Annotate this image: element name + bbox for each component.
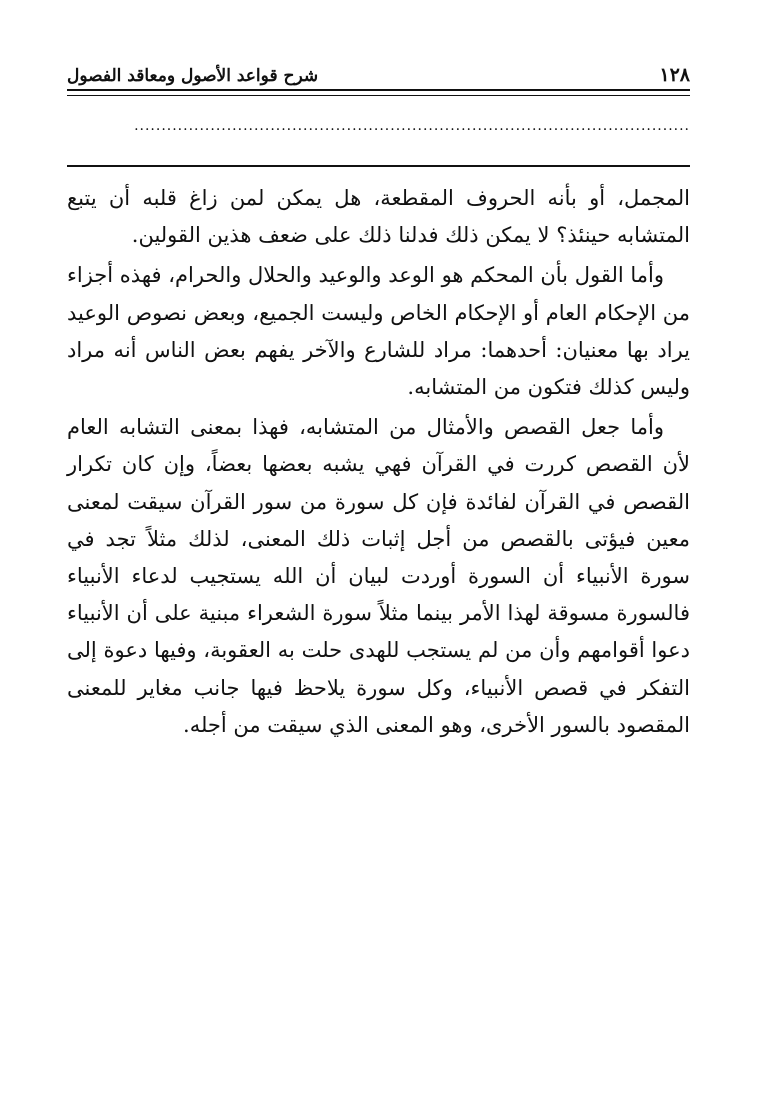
section-rule — [67, 165, 690, 167]
body-text — [67, 180, 690, 747]
dotted-separator: ...................................................................................................... — [134, 118, 690, 134]
paragraph-3: وأما جعل القصص والأمثال من المتشابه، فهذا بمعنى التشابه العام لأن القصص كررت في القرآن فهي يشبه بعضها بعضاً، وإن كان تكرار القصص في القرآن لفائدة فإن كل سورة من سور القرآن سيقت لمعنى معين فيؤتى بالقصص من أجل إثبات ذلك المعنى، لذلك مثلاً تجد في سورة الأنبياء أن السورة أوردت لبيان أن الله يستجيب لدعاء الأنبياء فالسورة مسوقة لهذا الأمر بينما مثلاً سورة الشعراء مبنية على أن الأنبياء دعوا أقوامهم وأن من لم يستجب للهدى حلت به العقوبة، وفيها دعوة إلى التفكر في قصص الأنبياء، وكل سورة يلاحظ فيها جانب مغاير للمعنى المقصود بالسور الأخرى، وهو المعنى الذي سيقت من أجله. — [67, 415, 690, 737]
paragraph-1: المجمل، أو بأنه الحروف المقطعة، هل يمكن لمن زاغ قلبه أن يتبع المتشابه حينئذ؟ لا يمكن ذلك فدلنا ذلك على ضعف هذين القولين. — [67, 186, 690, 248]
page-header — [67, 58, 690, 86]
paragraph-2: وأما القول بأن المحكم هو الوعد والوعيد والحلال والحرام، فهذه أجزاء من الإحكام العام أو الإحكام الخاص وليست الجميع، وبعض نصوص الوعيد يراد بها معنيان: أحدهما: مراد للشارع والآخر يفهم بعض الناس أنه مراد وليس كذلك فتكون من المتشابه. — [67, 263, 690, 400]
header-rule-thin — [67, 95, 690, 96]
page-number: ١٢٨ — [659, 64, 690, 86]
running-title: شرح قواعد الأصول ومعاقد الفصول — [67, 66, 319, 86]
header-rule-thick — [67, 89, 690, 91]
